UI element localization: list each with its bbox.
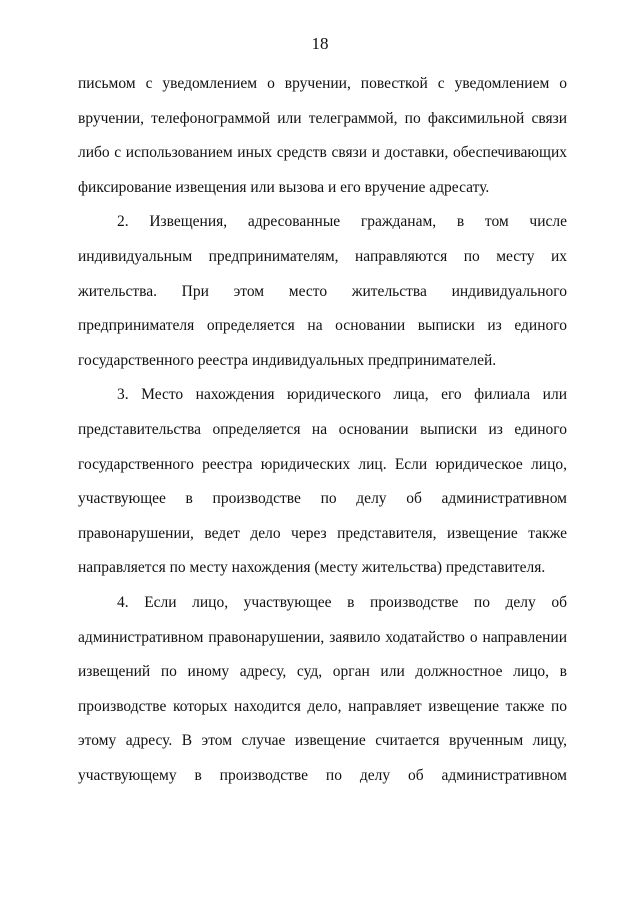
text-line: государственного реестра юридических лиц. Если юридическое лицо,: [78, 455, 567, 473]
text-line: извещений по иному адресу, суд, орган или должностное лицо, в: [78, 663, 567, 681]
text-line: правонарушении, ведет дело через представителя, извещение также: [78, 524, 567, 542]
text-line: предпринимателя определяется на основании выписки из единого: [78, 317, 567, 335]
text-line: либо с использованием иных средств связи и доставки, обеспечивающих: [78, 144, 567, 162]
text-line: фиксирование извещения или вызова и его вручение адресату.: [78, 178, 490, 196]
text-line: участвующему в производстве по делу об административном: [78, 766, 567, 784]
text-line: 4. Если лицо, участвующее в производстве по делу об: [117, 593, 567, 611]
text-line: направляется по месту нахождения (месту жительства) представителя.: [78, 559, 546, 577]
paragraph-1: [78, 67, 567, 205]
page-number: 18: [311, 34, 329, 53]
paragraph-3: [78, 378, 567, 586]
text-line: производстве которых находится дело, направляет извещение также по: [78, 697, 567, 715]
paragraph-2: [78, 205, 567, 378]
text-line: письмом с уведомлением о вручении, повесткой с уведомлением о: [78, 75, 567, 92]
text-line: вручении, телефонограммой или телеграммой, по факсимильной связи: [78, 109, 567, 127]
paragraph-4: [78, 586, 567, 794]
text-line: участвующее в производстве по делу об административном: [78, 490, 567, 508]
text-line: 2. Извещения, адресованные гражданам, в том числе: [117, 213, 567, 231]
text-line: 3. Место нахождения юридического лица, его филиала или: [117, 386, 567, 404]
text-line: этому адресу. В этом случае извещение считается врученным лицу,: [78, 732, 567, 750]
text-line: представительства определяется на основании выписки из единого: [78, 420, 567, 438]
text-line: административном правонарушении, заявило ходатайство о направлении: [78, 628, 567, 646]
document-body: [78, 67, 567, 793]
text-line: государственного реестра индивидуальных предпринимателей.: [78, 351, 497, 369]
text-line: жительства. При этом место жительства индивидуального: [78, 282, 567, 300]
text-line: индивидуальным предпринимателям, направляются по месту их: [78, 247, 567, 265]
